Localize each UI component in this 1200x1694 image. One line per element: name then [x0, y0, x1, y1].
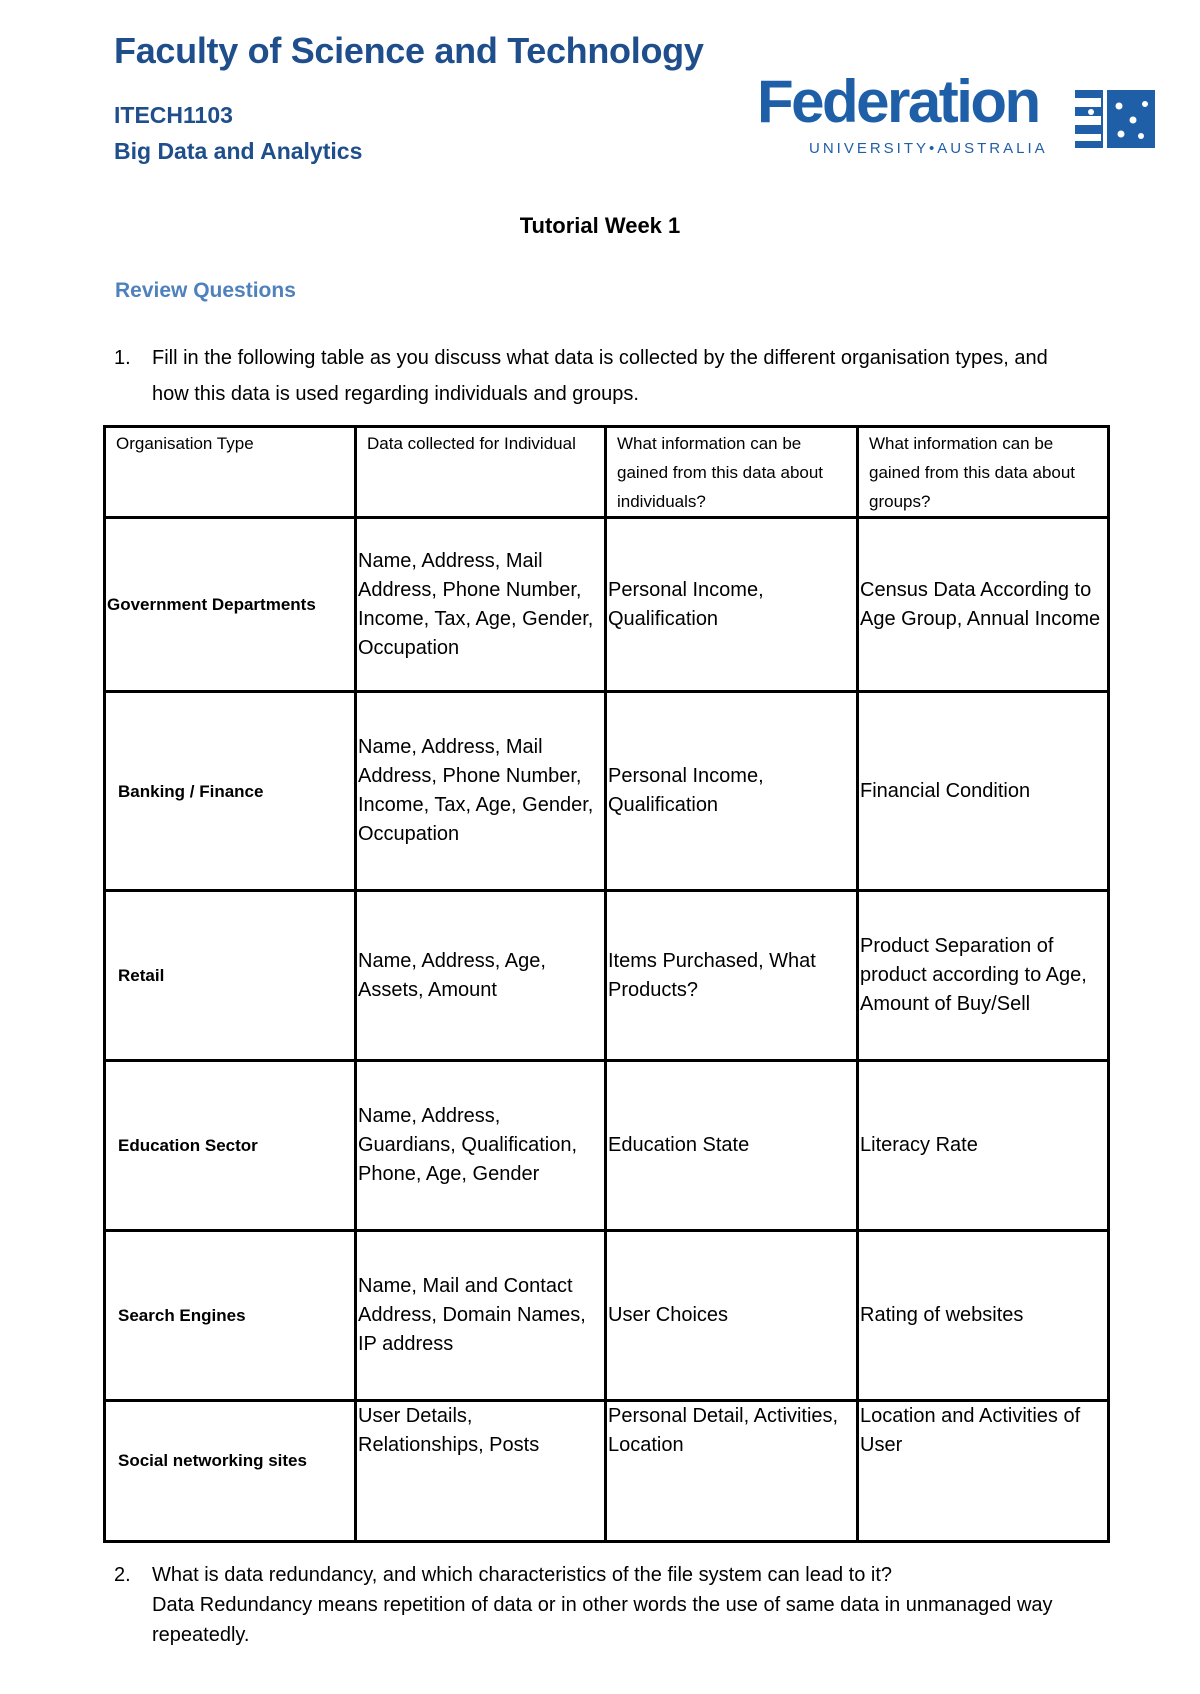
group-info: Location and Activities of User: [858, 1401, 1109, 1542]
table-row: [105, 1061, 1109, 1231]
table-header: Organisation Type: [105, 427, 356, 518]
organisation-type: Retail: [105, 891, 356, 1061]
data-collected: Name, Address, Mail Address, Phone Number, Income, Tax, Age, Gender, Occupation: [356, 692, 606, 891]
answer-text: Data Redundancy means repetition of data or in other words the use of same data in unmanaged way repeatedly.: [152, 1594, 1053, 1646]
organisation-type: Education Sector: [105, 1061, 356, 1231]
course-name: Big Data and Analytics: [114, 138, 363, 164]
individual-info: Items Purchased, What Products?: [606, 891, 858, 1061]
organisation-type: Government Departments: [105, 518, 356, 692]
table-row: [105, 1401, 1109, 1542]
question-text: What is data redundancy, and which characteristics of the file system can lead to it?: [152, 1564, 892, 1586]
table-row: [105, 692, 1109, 891]
table-header: What information can be gained from this data about individuals?: [606, 427, 858, 518]
faculty-title: Faculty of Science and Technology: [114, 30, 704, 71]
question-2: [114, 1560, 1074, 1650]
federation-university-logo: [757, 68, 1157, 164]
data-collected: Name, Address, Mail Address, Phone Number, Income, Tax, Age, Gender, Occupation: [356, 518, 606, 692]
individual-info: Education State: [606, 1061, 858, 1231]
logo-subtitle: UNIVERSITY•AUSTRALIA: [809, 140, 1048, 157]
question-1: [114, 340, 1074, 412]
logo-wordmark: Federation: [757, 68, 1039, 135]
individual-info: Personal Income, Qualification: [606, 518, 858, 692]
organisation-data-table: [103, 425, 1110, 1543]
table-row: [105, 1231, 1109, 1401]
data-collected: User Details, Relationships, Posts: [356, 1401, 606, 1542]
organisation-type: Social networking sites: [105, 1401, 356, 1542]
individual-info: Personal Detail, Activities, Location: [606, 1401, 858, 1542]
group-info: Census Data According to Age Group, Annual Income: [858, 518, 1109, 692]
group-info: Financial Condition: [858, 692, 1109, 891]
data-collected: Name, Address, Age, Assets, Amount: [356, 891, 606, 1061]
question-text: Fill in the following table as you discuss what data is collected by the different organisation types, and how this data is used regarding individuals and groups.: [152, 347, 1048, 405]
data-collected: Name, Address, Guardians, Qualification, Phone, Age, Gender: [356, 1061, 606, 1231]
table-row: [105, 518, 1109, 692]
table-header: What information can be gained from this data about groups?: [858, 427, 1109, 518]
flag-icon: [1075, 90, 1155, 148]
data-collected: Name, Mail and Contact Address, Domain Names, IP address: [356, 1231, 606, 1401]
table-header: Data collected for Individual: [356, 427, 606, 518]
group-info: Rating of websites: [858, 1231, 1109, 1401]
section-heading: Review Questions: [115, 279, 296, 302]
table-header-row: [105, 427, 1109, 518]
question-number: 2.: [114, 1564, 131, 1586]
individual-info: User Choices: [606, 1231, 858, 1401]
group-info: Literacy Rate: [858, 1061, 1109, 1231]
organisation-type: Search Engines: [105, 1231, 356, 1401]
organisation-type: Banking / Finance: [105, 692, 356, 891]
individual-info: Personal Income, Qualification: [606, 692, 858, 891]
page-title: Tutorial Week 1: [519, 213, 681, 238]
table-row: [105, 891, 1109, 1061]
course-code: ITECH1103: [114, 102, 233, 128]
question-number: 1.: [114, 347, 131, 369]
group-info: Product Separation of product according to Age, Amount of Buy/Sell: [858, 891, 1109, 1061]
